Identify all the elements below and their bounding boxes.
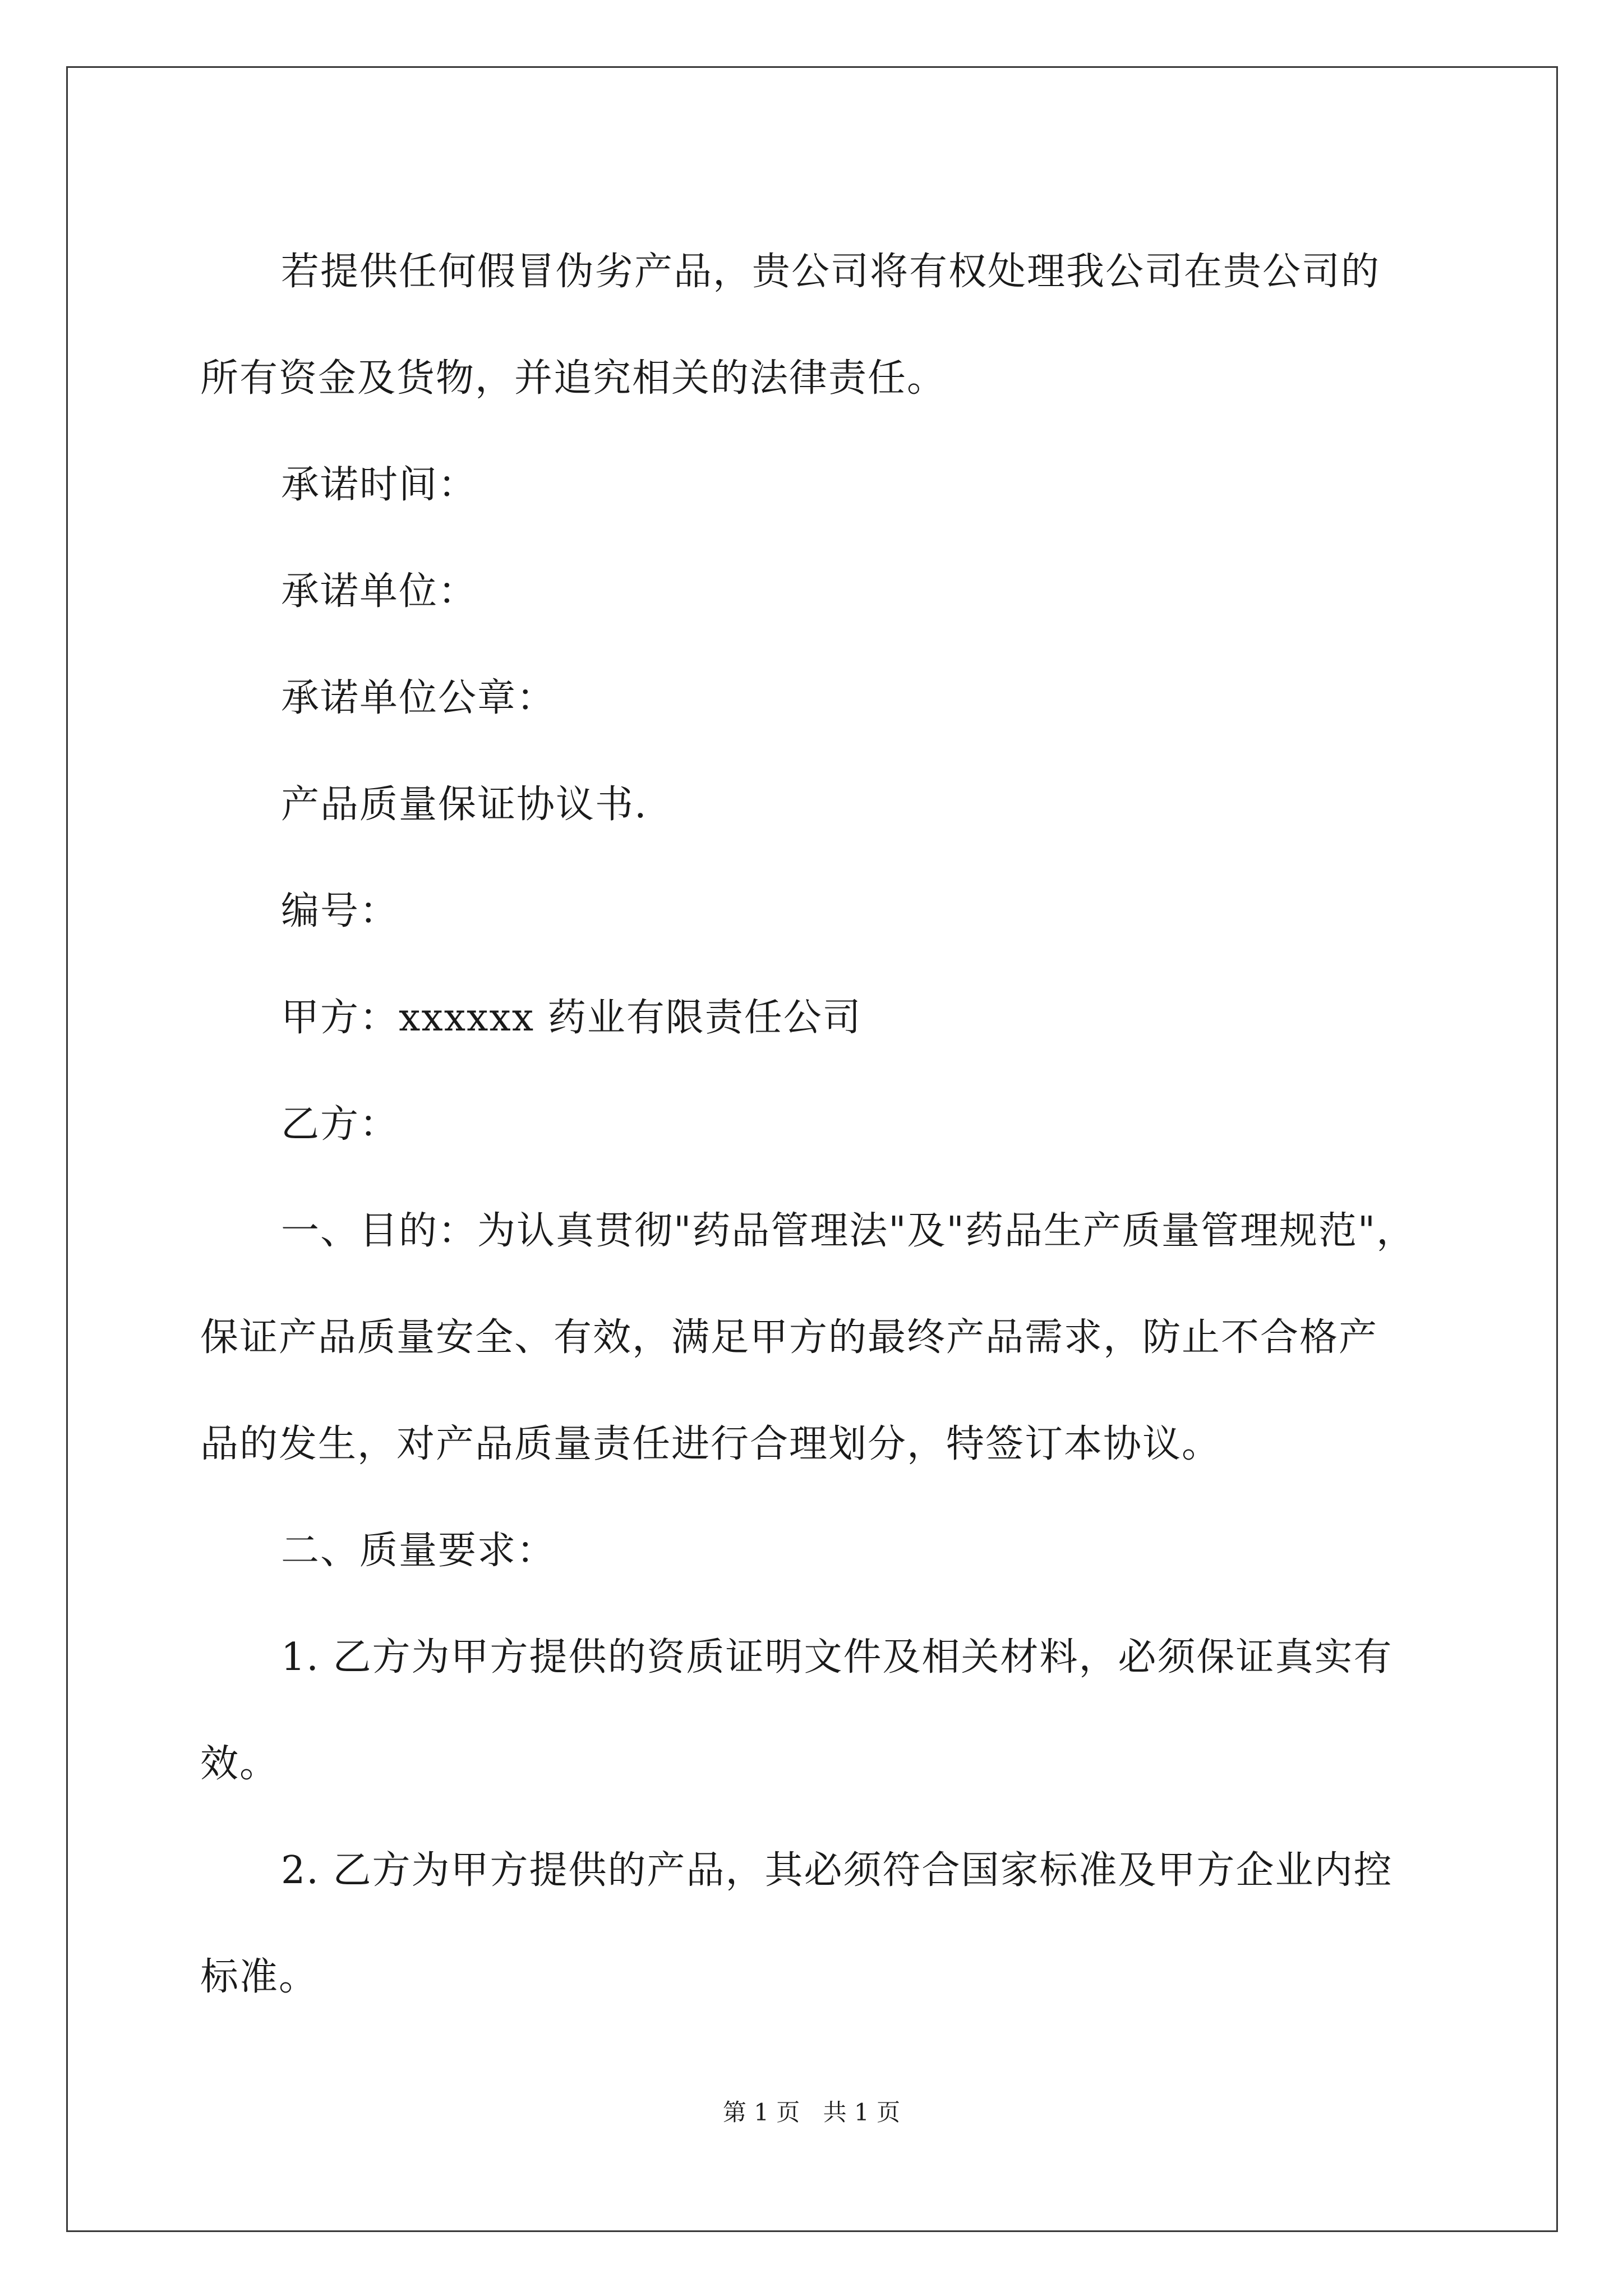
commitment-unit-label: 承诺单位： (281, 569, 478, 614)
text-line: 保证产品质量安全、有效，满足甲方的最终产品需求，防止不合格产 (200, 1315, 1378, 1360)
page-footer (0, 2094, 1623, 2128)
paragraph-fake-products (200, 219, 1434, 432)
section-purpose (200, 1178, 1434, 1498)
text-line: 若提供任何假冒伪劣产品，贵公司将有权处理我公司在贵公司的 (281, 250, 1381, 294)
quality-item-1 (200, 1604, 1434, 1818)
party-a-line: 甲方：xxxxxx 药业有限责任公司 (281, 996, 862, 1040)
commitment-seal-label: 承诺单位公章： (281, 676, 556, 720)
quality-item-2 (200, 1818, 1434, 2031)
section-quality-heading: 二、质量要求： (281, 1529, 556, 1573)
agreement-title: 产品质量保证协议书. (281, 783, 648, 827)
page-number-total: 共 1 页 (823, 2099, 901, 2126)
party-b-line: 乙方： (281, 1102, 399, 1147)
text-line: 标准。 (200, 1955, 319, 1999)
commitment-time-label: 承诺时间： (281, 463, 478, 507)
text-line: 一、目的：为认真贯彻"药品管理法"及"药品生产质量管理规范"， (281, 1209, 1416, 1253)
page-number-current: 第 1 页 (722, 2099, 800, 2126)
text-line: 所有资金及货物，并追究相关的法律责任。 (200, 356, 947, 401)
document-body (200, 219, 1434, 2031)
serial-number-label: 编号： (281, 889, 399, 933)
text-line: 效。 (200, 1742, 279, 1786)
text-line: 1. 乙方为甲方提供的资质证明文件及相关材料，必须保证真实有 (281, 1635, 1393, 1680)
text-line: 2. 乙方为甲方提供的产品，其必须符合国家标准及甲方企业内控 (281, 1848, 1393, 1893)
text-line: 品的发生，对产品质量责任进行合理划分，特签订本协议。 (200, 1422, 1221, 1466)
